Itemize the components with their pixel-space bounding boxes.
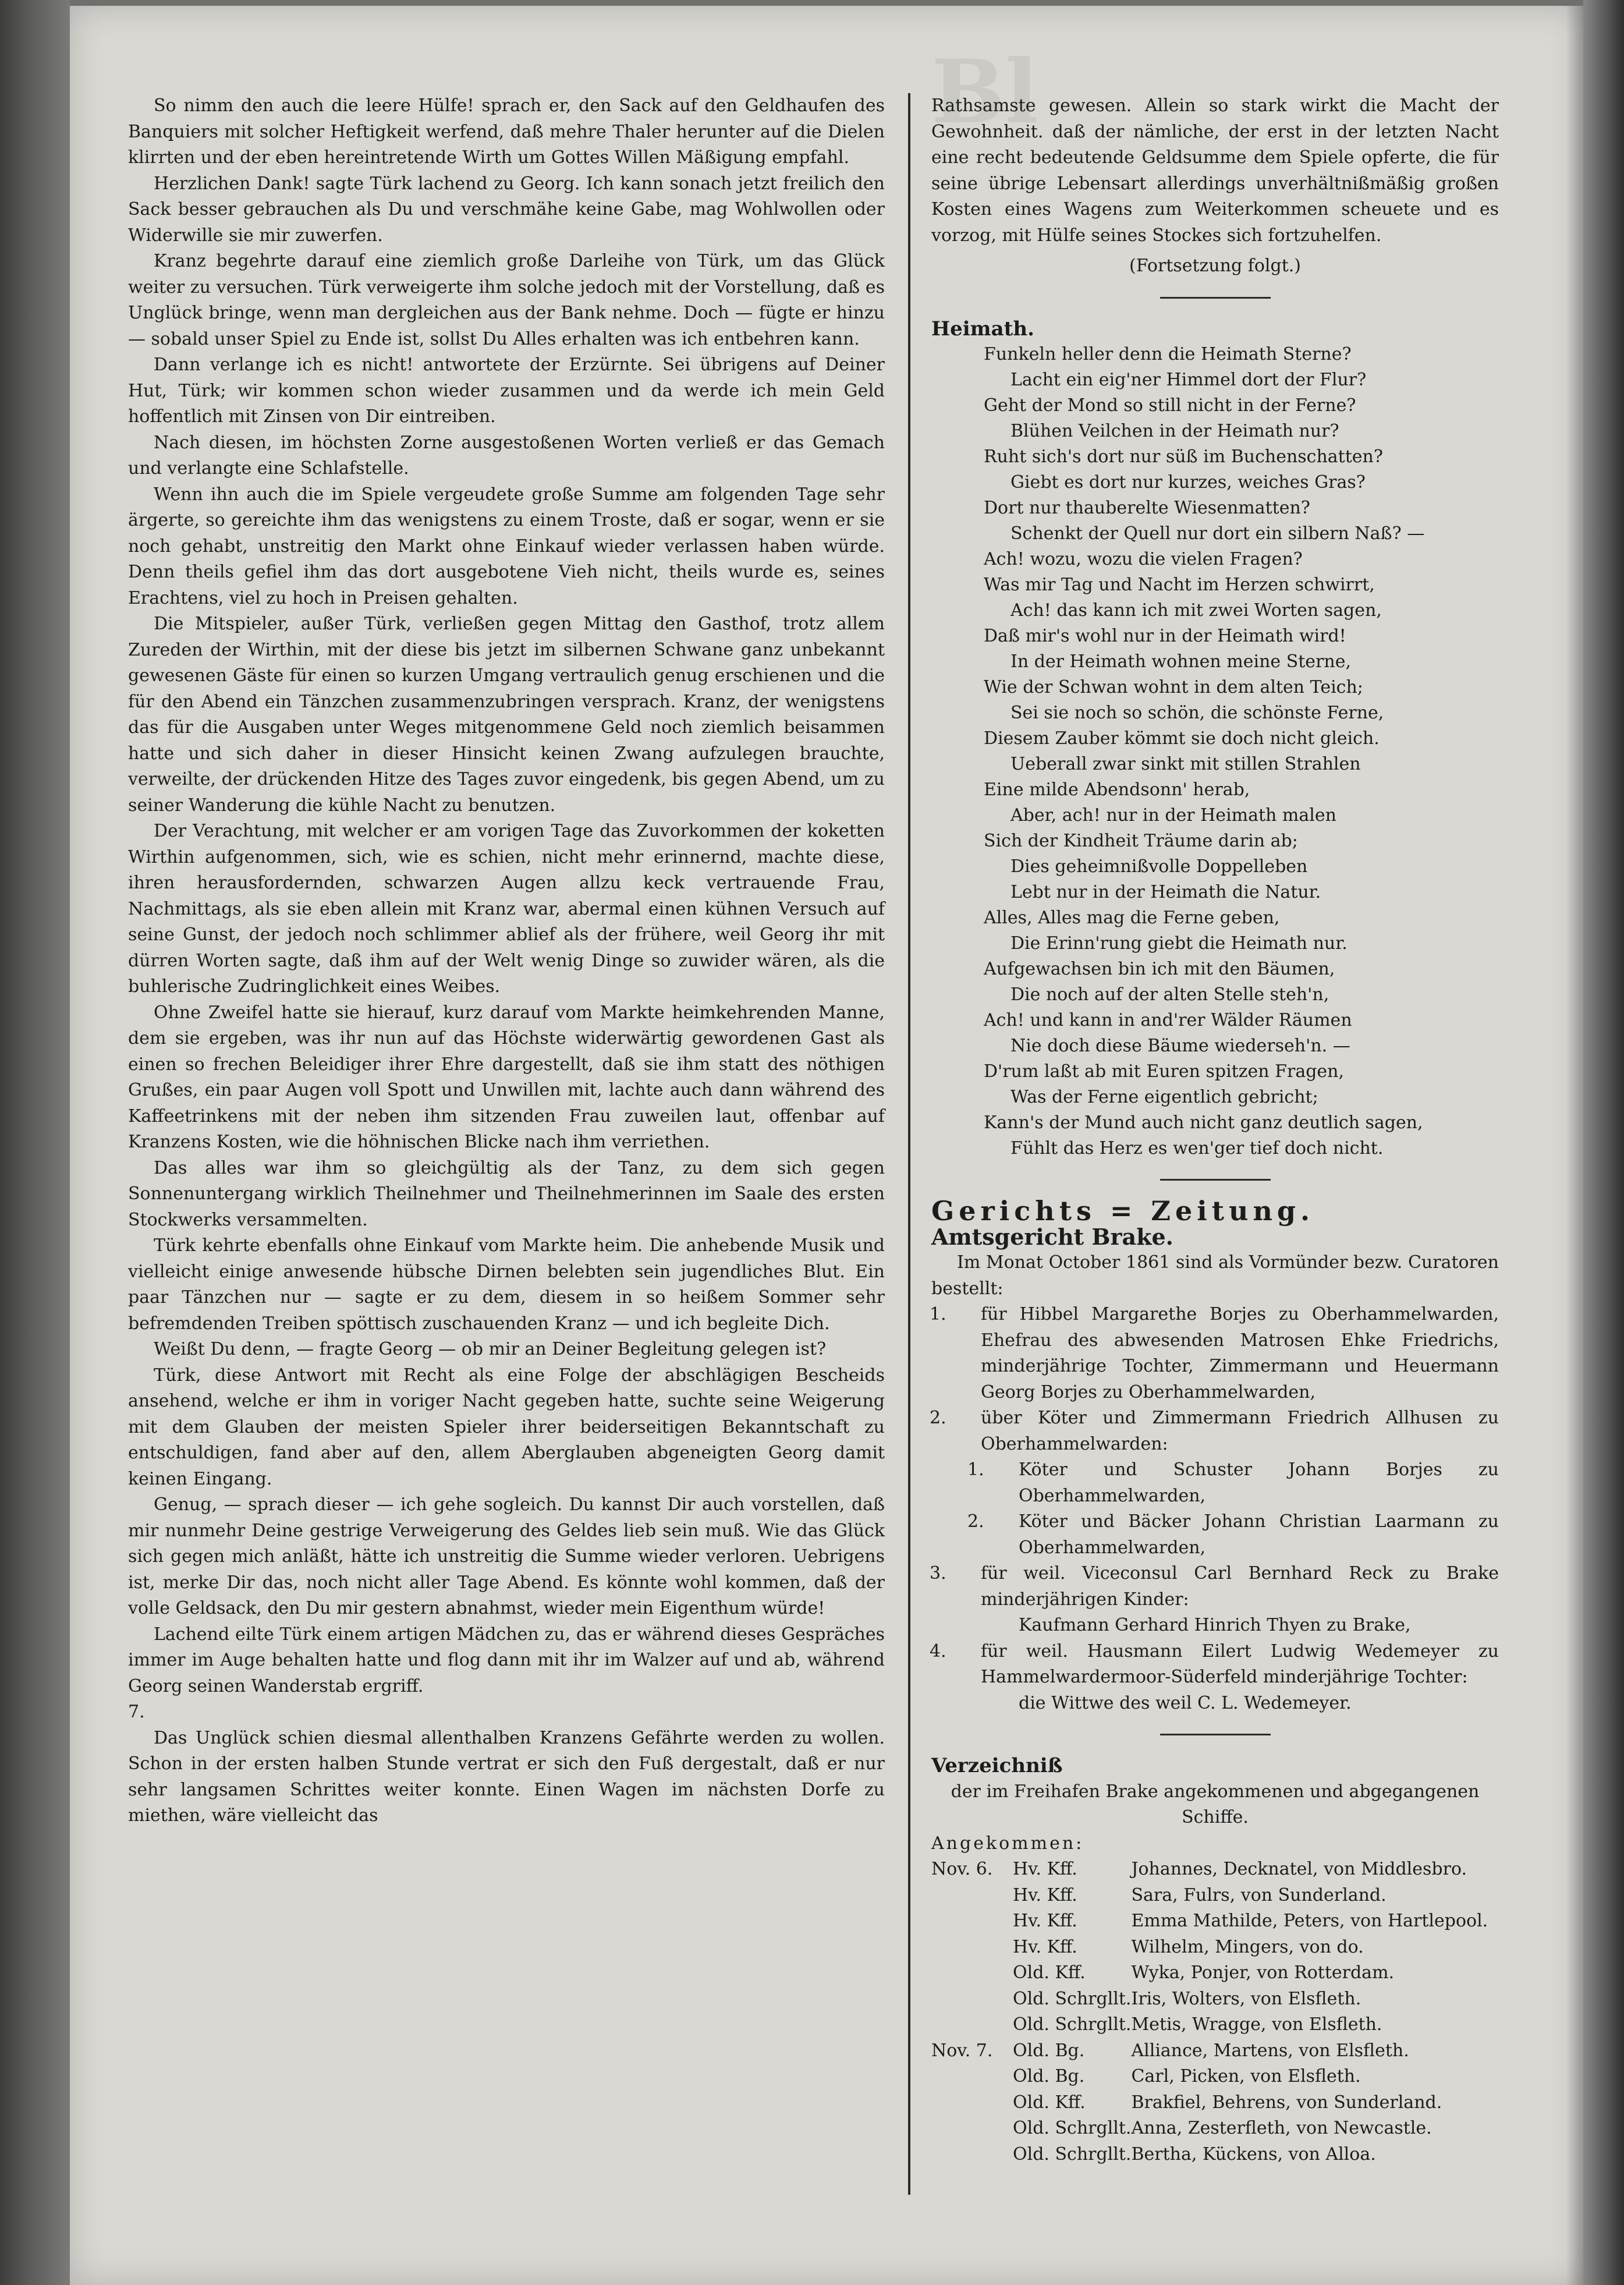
poem-line: Ach! das kann ich mit zwei Worten sagen, [1010,600,1382,621]
story-paragraph: Nach diesen, im höchsten Zorne ausgestoßenen Worten verließ er das Gemach und verlangte eine Schlafstelle. [128,432,885,479]
list-item [931,1302,1499,1405]
poem-line: Ach! wozu, wozu die vielen Fragen? [984,549,1303,569]
poem-line: Daß mir's wohl nur in der Heimath wird! [984,626,1346,646]
court-intro: Im Monat October 1861 sind als Vormünder bezw. Curatoren bestellt: [931,1252,1499,1299]
ship-entry: Metis, Wragge, von Elsfleth. [1131,2014,1382,2035]
poem-line: Diesem Zauber kömmt sie doch nicht gleich. [984,728,1380,749]
poem-line: Aber, ach! nur in der Heimath malen [1010,805,1336,826]
story-paragraph: Dann verlange ich es nicht! antwortete der Erzürnte. Sei übrigens auf Deiner Hut, Türk; wir kommen schon wieder zusammen und da werde ich mein Geld hoffentlich mit Zinsen von Dir eintreiben. [128,355,885,427]
ship-entry: Anna, Zesterfleth, von Newcastle. [1131,2118,1432,2138]
item-number: 2. [930,1408,946,1428]
ship-entry: Carl, Picken, von Elsfleth. [1131,2066,1361,2086]
poem-line: Ueberall zwar sinkt mit stillen Strahlen [1010,754,1361,774]
ship-type: Old. Schrgllt. [1013,2118,1132,2138]
ship-type: Old. Bg. [1013,2066,1085,2086]
story-paragraph: Das alles war ihm so gleichgültig als der Tanz, zu dem sich gegen Sonnenuntergang wirklich Theilnehmer und Theilnehmerinnen im Saale des ersten Stockwerks versammelten. [128,1157,885,1230]
item-text: über Köter und Zimmermann Friedrich Allhusen zu Oberhammelwarden: [981,1408,1499,1454]
poem-title: Heimath. [931,317,1034,341]
table-row [931,2090,1499,2116]
ship-entry: Sara, Fulrs, von Sunderland. [1131,1884,1387,1905]
story-continuation: Rathsamste gewesen. Allein so stark wirkt die Macht der Gewohnheit. daß der nämliche, der erst in der letzten Nacht eine recht bedeutende Geldsumme dem Spiele opferte, die für seine übrige Lebensart allerdings unverhältnißmäßig großen Kosten eines Wagens zum Weiterkommen scheuete und es vorzog, mit Hülfe seines Stockes sich fortzuhelfen. [931,95,1499,246]
ship-date [931,1883,1013,1909]
ship-list [931,1857,1499,2167]
poem [984,342,1499,1161]
ship-type: Hv. Kff. [1013,1884,1077,1905]
item-number: 1. [967,1459,984,1480]
table-row [931,2064,1499,2090]
ship-type: Old. Schrgllt. [1013,1988,1132,2009]
poem-line: Aufgewachsen bin ich mit den Bäumen, [984,959,1335,979]
poem-line: Lebt nur in der Heimath die Natur. [1010,882,1321,902]
story-paragraph: Ohne Zweifel hatte sie hierauf, kurz darauf vom Markte heimkehrenden Manne, dem sie ergeben, was ihr nun auf das Höchste widerwärtig gewordenen Gast als einen so frechen Beleidiger ihrer Ehre dargestellt, daß sie ihm statt des nöthigen Grußes, ein paar Augen voll Spott und Unwillen mit, lachte auch dann während des Kaffeetrinkens mit der neben ihm sitzenden Frau zuweilen laut, offenbar auf Kranzens Kosten, wie die höhnischen Blicke nach ihm verriethen. [128,1002,885,1152]
ship-type: Old. Kff. [1013,2092,1086,2113]
table-row [931,1960,1499,1986]
ship-date [931,1960,1013,1986]
poem-line: Wie der Schwan wohnt in dem alten Teich; [984,677,1363,697]
ship-type: Hv. Kff. [1013,1936,1077,1957]
list-item [931,1405,1499,1457]
list-item [931,1561,1499,1613]
poem-line: Nie doch diese Bäume wiederseh'n. — [1010,1036,1350,1056]
poem-line: Lacht ein eig'ner Himmel dort der Flur? [1010,370,1367,390]
guardianship-list [931,1302,1499,1716]
poem-line: Was mir Tag und Nacht im Herzen schwirrt, [984,575,1375,595]
ship-entry: Wyka, Ponjer, von Rotterdam. [1131,1962,1395,1983]
item-number: 3. [930,1563,946,1583]
ship-date [931,1935,1013,1961]
table-row [931,1883,1499,1909]
table-row [931,2116,1499,2142]
poem-line: Blühen Veilchen in der Heimath nur? [1010,421,1339,441]
story-paragraph: Die Mitspieler, außer Türk, verließen gegen Mittag den Gasthof, trotz allem Zureden der Wirthin, mit der diese bis jetzt im silbernen Schwane ganz unbekannt gewesenen Gäste für einen so kurzen Umgang vertraulich genug erschienen und die für den Abend ein Tänzchen zusammenzubringen versprach. Kranz, der wenigstens das für die Ausgaben unter Weges mitgenommene Geld noch ziemlich beisammen hatte und sich daher in dieser Hinsicht keinen Zwang aufzulegen brauchte, verweilte, der drückenden Hitze des Tages zuvor eingedenk, bis gegen Abend, um zu seiner Wanderung die kühle Nacht zu benutzen. [128,614,885,816]
ship-date [931,1908,1013,1935]
ship-type: Old. Schrgllt. [1013,2014,1132,2035]
list-item [931,1457,1499,1509]
table-row [931,2012,1499,2038]
poem-line: Die Erinn'rung giebt die Heimath nur. [1010,933,1348,954]
poem-line: Eine milde Abendsonn' herab, [984,780,1250,800]
bleed-through-masthead: Bl [931,41,1038,143]
table-row [931,1908,1499,1935]
item-text: die Wittwe des weil C. L. Wedemeyer. [1019,1692,1352,1713]
item-text: Köter und Schuster Johann Borjes zu Oberhammelwarden, [1019,1459,1499,1506]
poem-line: D'rum laßt ab mit Euren spitzen Fragen, [984,1061,1345,1082]
arrived-label: Angekommen: [931,1833,1084,1854]
column-divider [908,93,910,2195]
section-divider [1160,1734,1271,1735]
ship-type: Hv. Kff. [1013,1911,1077,1931]
poem-line: Funkeln heller denn die Heimath Sterne? [984,344,1352,364]
ship-date [931,2090,1013,2116]
story-paragraph: Das Unglück schien diesmal allenthalben Kranzens Gefährte werden zu wollen. Schon in der ersten halben Stunde vertrat er sich den Fuß dergestalt, daß er nur sehr langsamen Schrittes weiter konnte. Einen Wagen im nächsten Dorfe zu miethen, wäre vielleicht das [128,1727,885,1826]
story-paragraph: Türk kehrte ebenfalls ohne Einkauf vom Markte heim. Die anhebende Musik und vielleicht einige anwesende hübsche Dirnen belebten sein jugendliches Blut. Ein paar Tänzchen nur — sagte er zu dem, diesem in so heißem Sommer sehr befremdenden Treiben spöttisch zuschauenden Kranz — und ich begleite Dich. [128,1235,885,1334]
page-edge-shadow [1566,6,1583,2285]
ship-date [931,2012,1013,2038]
ship-date [931,1986,1013,2013]
section-number: 7. [128,1702,145,1722]
ship-type: Old. Bg. [1013,2040,1085,2061]
story-paragraph: Der Verachtung, mit welcher er am vorigen Tage das Zuvorkommen der koketten Wirthin aufgenommen, sich, wie es schien, nicht mehr erinnernd, machte diese, ihren herausfordernden, schwarzen Augen allzu keck vertrauende Frau, Nachmittags, als sie eben allein mit Kranz war, abermal einen kühnen Versuch auf seine Gunst, der jedoch noch schlimmer ablief als der frühere, weil Georg ihr mit dürren Worten sagte, daß ihm auf der Welt wenig Dinge so zuwider wären, als die buhlerische Zudringlichkeit eines Weibes. [128,821,885,997]
ship-type: Hv. Kff. [1013,1859,1077,1879]
ships-title: Verzeichniß [931,1754,1063,1777]
ship-entry: Alliance, Martens, von Elsfleth. [1131,2040,1409,2061]
poem-line: Ach! und kann in and'rer Wälder Räumen [984,1010,1352,1030]
list-item [931,1613,1499,1639]
ship-date: Nov. 6. [931,1859,993,1879]
item-number: 1. [930,1304,946,1324]
ship-type: Old. Schrgllt. [1013,2144,1132,2164]
poem-line: Sich der Kindheit Träume darin ab; [984,831,1298,851]
item-text: für weil. Hausmann Eilert Ludwig Wedemeyer zu Hammelwardermoor-Süderfeld minderjährige Tochter: [981,1641,1499,1687]
list-item [931,1509,1499,1561]
poem-line: Was der Ferne eigentlich gebricht; [1010,1087,1318,1107]
poem-line: In der Heimath wohnen meine Sterne, [1010,651,1352,672]
item-number: 2. [967,1511,984,1532]
ship-entry: Emma Mathilde, Peters, von Hartlepool. [1131,1911,1488,1931]
poem-line: Kann's der Mund auch nicht ganz deutlich sagen, [984,1113,1423,1133]
ship-date [931,2064,1013,2090]
ship-entry: Bertha, Kückens, von Alloa. [1131,2144,1376,2164]
court-subtitle: Amtsgericht Brake. [931,1223,1173,1250]
table-row [931,1935,1499,1961]
to-be-continued: (Fortsetzung folgt.) [1129,256,1301,276]
list-item [931,1691,1499,1717]
poem-line: Die noch auf der alten Stelle steh'n, [1010,984,1329,1005]
poem-line: Geht der Mond so still nicht in der Ferne? [984,395,1356,416]
table-row [931,1857,1499,1883]
item-text: Kaufmann Gerhard Hinrich Thyen zu Brake, [1019,1615,1411,1635]
ship-date: Nov. 7. [931,2040,993,2061]
item-text: für Hibbel Margarethe Borjes zu Oberhammelwarden, Ehefrau des abwesenden Matrosen Ehke Friedrichs, minderjährige Tochter, Zimmermann und Heuermann Georg Borjes zu Oberhammelwarden, [981,1304,1499,1402]
poem-line: Sei sie noch so schön, die schönste Ferne, [1010,703,1384,723]
ship-date [931,2142,1013,2168]
scanner-frame-left [0,0,70,2285]
ship-date [931,2116,1013,2142]
list-item [931,1639,1499,1691]
poem-line: Dies geheimnißvolle Doppelleben [1010,856,1308,877]
table-row [931,2142,1499,2168]
story-paragraph: So nimm den auch die leere Hülfe! sprach er, den Sack auf den Geldhaufen des Banquiers mit solcher Heftigkeit werfend, daß mehre Thaler herunter auf die Dielen klirrten und der eben hereintretende Wirth um Gottes Willen Mäßigung empfahl. [128,95,885,168]
ship-entry: Iris, Wolters, von Elsfleth. [1131,1988,1361,2009]
poem-line: Dort nur thauberelte Wiesenmatten? [984,498,1310,518]
poem-line: Giebt es dort nur kurzes, weiches Gras? [1010,472,1366,493]
ship-entry: Johannes, Decknatel, von Middlesbro. [1131,1859,1467,1879]
left-column [128,93,885,1829]
court-news-title: Gerichts = Zeitung. [931,1195,1315,1227]
story-paragraph: Türk, diese Antwort mit Recht als eine Folge der abschlägigen Bescheids ansehend, welche er ihm in voriger Nacht gegeben hatte, suchte seine Weigerung mit dem Glauben der meisten Spieler ihrer beiderseitigen Bekanntschaft zu entschuldigen, fand aber auf den, allem Aberglauben abgeneigten Georg damit keinen Eingang. [128,1365,885,1489]
poem-line: Schenkt der Quell nur dort ein silbern Naß? — [1010,523,1425,544]
item-number: 4. [930,1641,946,1662]
scanner-frame-right [1583,0,1624,2285]
ship-type: Old. Kff. [1013,1962,1086,1983]
story-paragraph: Kranz begehrte darauf eine ziemlich große Darleihe von Türk, um das Glück weiter zu versuchen. Türk verweigerte ihm solche jedoch mit der Vorstellung, daß es Unglück bringe, wenn man dergleichen aus der Bank nehme. Doch — fügte er hinzu — sobald unser Spiel zu Ende ist, sollst Du Alles erhalten was ich entbehren kann. [128,251,885,349]
ship-entry: Brakfiel, Behrens, von Sunderland. [1131,2092,1442,2113]
poem-line: Fühlt das Herz es wen'ger tief doch nicht. [1010,1138,1384,1159]
story-paragraph: Weißt Du denn, — fragte Georg — ob mir an Deiner Begleitung gelegen ist? [154,1339,827,1359]
section-divider [1160,297,1271,299]
item-text: Köter und Bäcker Johann Christian Laarmann zu Oberhammelwarden, [1019,1511,1499,1558]
table-row [931,1986,1499,2013]
story-paragraph: Wenn ihn auch die im Spiele vergeudete große Summe am folgenden Tage sehr ärgerte, so gereichte ihm das wenigstens zu einem Troste, daß er sogar, wenn er sie noch gehabt, unstreitig den Markt ohne Einkauf wieder verlassen haben würde. Denn theils gefiel ihm das dort ausgebotene Vieh nicht, theils wurde es, seines Erachtens, viel zu hoch in Preisen gehalten. [128,484,885,608]
ships-subtitle: der im Freihafen Brake angekommenen und abgegangenen Schiffe. [951,1781,1480,1827]
item-text: für weil. Viceconsul Carl Bernhard Reck zu Brake minderjährigen Kinder: [981,1563,1499,1610]
section-divider [1160,1179,1271,1181]
story-paragraph: Lachend eilte Türk einem artigen Mädchen zu, das er während dieses Gespräches immer im Auge behalten hatte und flog dann mit ihr im Walzer auf und ab, während Georg seinen Wanderstab ergriff. [128,1624,885,1696]
poem-line: Alles, Alles mag die Ferne geben, [984,908,1280,928]
poem-line: Ruht sich's dort nur süß im Buchenschatten? [984,447,1383,467]
table-row [931,2038,1499,2064]
story-paragraph: Herzlichen Dank! sagte Türk lachend zu Georg. Ich kann sonach jetzt freilich den Sack besser gebrauchen als Du und verschmähe keine Gabe, mag Wohlwollen oder Widerwille sie mir zuwerfen. [128,173,885,246]
story-paragraph: Genug, — sprach dieser — ich gehe sogleich. Du kannst Dir auch vorstellen, daß mir nunmehr Deine gestrige Verweigerung des Geldes lieb sein muß. Wie das Glück sich gegen mich anläßt, hätte ich unstreitig die Summe wieder verloren. Uebrigens ist, merke Dir das, noch nicht aller Tage Abend. Es könnte wohl kommen, daß der volle Geldsack, den Du mir gestern abnahmst, wieder mein Eigenthum würde! [128,1494,885,1618]
ship-entry: Wilhelm, Mingers, von do. [1131,1936,1364,1957]
right-column [931,93,1499,2167]
